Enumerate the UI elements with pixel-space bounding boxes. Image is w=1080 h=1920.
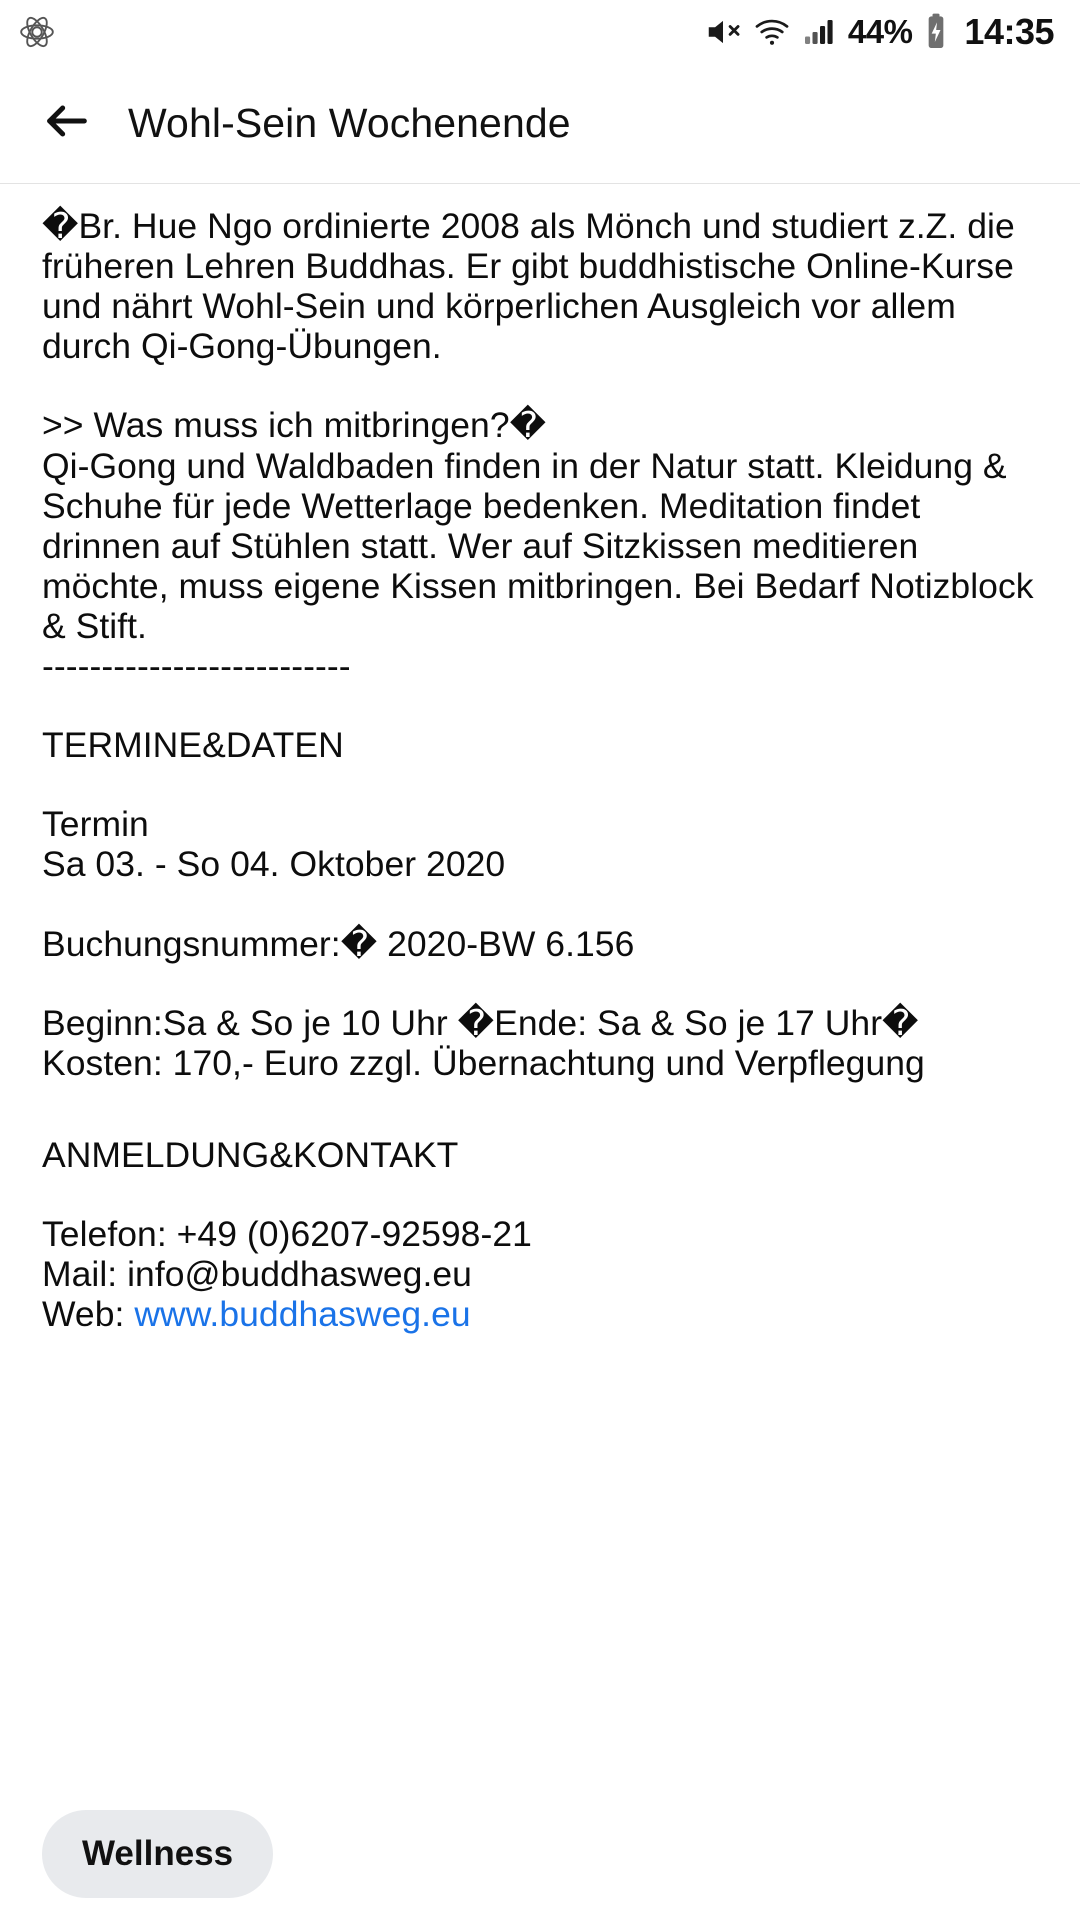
paragraph-about-teacher: �Br. Hue Ngo ordinierte 2008 als Mönch und studiert z.Z. die früheren Lehren Buddhas. Er gibt buddhistische Online-Kurse und nährt Wohl-Sein und körperlichen Ausgleich vor allem durch Qi-Gong-Übungen. bbox=[42, 206, 1025, 367]
spacer bbox=[42, 1083, 1038, 1135]
value-booking-number: Buchungsnummer:� 2020-BW 6.156 bbox=[42, 923, 635, 964]
event-description-content bbox=[0, 184, 1080, 1334]
volume-muted-icon bbox=[704, 13, 742, 51]
spacer bbox=[42, 686, 1038, 725]
back-button[interactable] bbox=[30, 87, 104, 161]
status-bar-right bbox=[704, 11, 1054, 53]
value-costs: Kosten: 170,- Euro zzgl. Übernachtung und Verpflegung bbox=[42, 1042, 925, 1083]
text-divider: -------------------------- bbox=[42, 646, 351, 687]
battery-percent-label: 44% bbox=[847, 13, 913, 50]
wifi-icon bbox=[752, 13, 792, 51]
value-times: Beginn:Sa & So je 10 Uhr �Ende: Sa & So je 17 Uhr� bbox=[42, 1002, 919, 1043]
status-bar bbox=[0, 0, 1080, 64]
spacer bbox=[42, 964, 1038, 1003]
spacer bbox=[42, 1175, 1038, 1214]
label-termin: Termin bbox=[42, 804, 149, 845]
tag-chip-wellness[interactable]: Wellness bbox=[42, 1810, 273, 1898]
back-arrow-icon bbox=[41, 95, 93, 152]
label-web: Web: bbox=[42, 1294, 135, 1335]
tag-chip-row bbox=[42, 1810, 273, 1898]
website-link[interactable]: www.buddhasweg.eu bbox=[134, 1294, 471, 1335]
paragraph-what-to-bring: Qi-Gong und Waldbaden finden in der Natur statt. Kleidung & Schuhe für jede Wetterlage bedenken. Meditation findet drinnen auf Stühlen statt. Wer auf Sitzkissen meditieren möchte, muss eigene Kissen mitbringen. Bei Bedarf Notizblock & Stift. bbox=[42, 445, 1044, 646]
battery-charging-icon bbox=[922, 12, 950, 52]
value-phone: Telefon: +49 (0)6207-92598-21 bbox=[42, 1213, 532, 1254]
value-termin-date: Sa 03. - So 04. Oktober 2020 bbox=[42, 844, 506, 885]
status-bar-left bbox=[18, 13, 704, 51]
page-title: Wohl-Sein Wochenende bbox=[128, 100, 571, 146]
app-bar bbox=[0, 64, 1080, 184]
section-title-anmeldung: ANMELDUNG&KONTAKT bbox=[42, 1134, 459, 1175]
cellular-signal-icon bbox=[802, 13, 838, 51]
spacer bbox=[42, 765, 1038, 804]
value-mail: Mail: info@buddhasweg.eu bbox=[42, 1254, 472, 1295]
clock-label: 14:35 bbox=[964, 11, 1054, 52]
section-title-termine: TERMINE&DATEN bbox=[42, 725, 344, 766]
spacer bbox=[42, 366, 1038, 405]
value-web bbox=[42, 1294, 1038, 1334]
heading-what-to-bring: >> Was muss ich mitbringen?� bbox=[42, 405, 547, 446]
spacer bbox=[42, 885, 1038, 924]
flower-logo-icon bbox=[18, 13, 56, 51]
